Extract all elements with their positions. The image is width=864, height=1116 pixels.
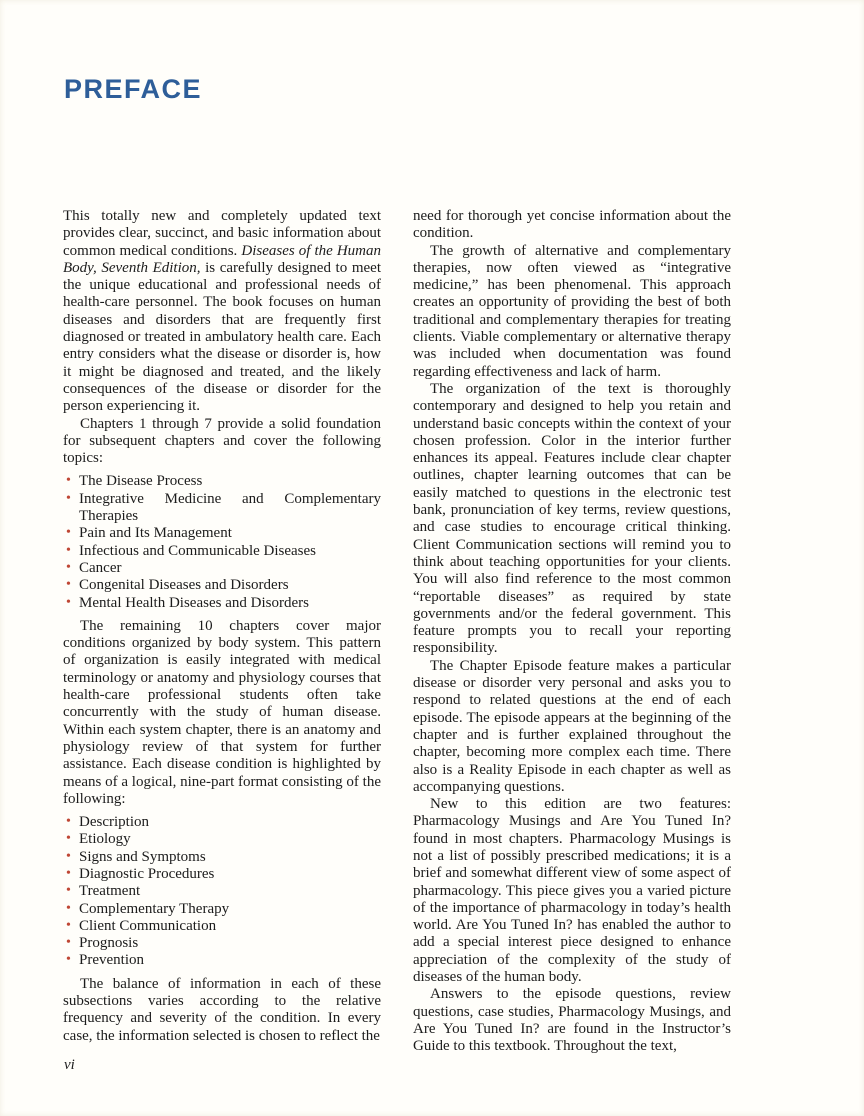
paragraph-text: is carefully designed to meet the unique educational and professional needs of health-care personnel. The book focuses on human diseases and disorders that are frequently first diagnosed or treated in ambulatory health care. Each entry considers what the disease or disorder is, how it might be diagnosed and treated, and the likely consequences of the disease or disorder for the person experiencing it. — [63, 259, 381, 415]
list-item: • Prognosis — [79, 935, 381, 952]
list-item: • Client Communication — [79, 918, 381, 935]
column-right — [413, 208, 731, 1056]
paragraph-continuation: need for thorough yet concise information about the condition. — [413, 208, 731, 242]
paragraph-text: This totally new and completely updated text provides clear, succinct, and basic information about common medical conditions. — [63, 208, 381, 259]
book-title-italic: Diseases of the Human Body, Seventh Edition, — [63, 242, 381, 276]
list-item: • Congenital Diseases and Disorders — [79, 577, 381, 594]
paragraph-remaining-chapters: The remaining 10 chapters cover major conditions organized by body system. This pattern of organization is easily integrated with medical terminology or anatomy and physiology courses that health-care professional students often take concurrently with the study of human disease. Within each system chapter, there is an anatomy and physiology review of that system for further assistance. Each disease condition is highlighted by means of a logical, nine-part format consisting of the following: — [63, 617, 381, 807]
list-item: • Signs and Symptoms — [79, 849, 381, 866]
list-item: • The Disease Process — [79, 473, 381, 490]
list-item: • Complementary Therapy — [79, 901, 381, 918]
list-item: • Cancer — [79, 560, 381, 577]
paragraph-chapter-episode: The Chapter Episode feature makes a particular disease or disorder very personal and asks you to respond to related questions at the end of each episode. The episode appears at the beginning of the chapter and is further explained throughout the chapter, becoming more complex each time. There also is a Reality Episode in each chapter as well as accompanying questions. — [413, 657, 731, 795]
list-item: • Etiology — [79, 831, 381, 848]
list-item: • Description — [79, 814, 381, 831]
column-left — [63, 208, 381, 1056]
list-item: • Prevention — [79, 952, 381, 969]
paragraph-alternative-therapies: The growth of alternative and complementary therapies, now often viewed as “integrative medicine,” has been phenomenal. This approach creates an opportunity of providing the best of both traditional and complementary therapies for treating clients. Viable complementary or alternative therapy was included when documentation was found regarding effectiveness and lack of harm. — [413, 242, 731, 380]
list-item: • Treatment — [79, 883, 381, 900]
paragraph-new-features: New to this edition are two features: Pharmacology Musings and Are You Tuned In? found in most chapters. Pharmacology Musings is not a list of possibly prescribed medications; it is a brief and somewhat different view of some aspect of pharmacology. This piece gives you a varied picture of the importance of pharmacology in today’s health world. Are You Tuned In? has enabled the author to add a special interest piece designed to enhance appreciation of the complexity of the study of diseases of the human body. — [413, 796, 731, 986]
paragraph-answers: Answers to the episode questions, review questions, case studies, Pharmacology Musings, and Are You Tuned In? are found in the Instructor’s Guide to this textbook. Throughout the text, — [413, 986, 731, 1055]
list-item: • Infectious and Communicable Diseases — [79, 543, 381, 560]
paragraph-chapters-1-7: Chapters 1 through 7 provide a solid foundation for subsequent chapters and cover the following topics: — [63, 415, 381, 467]
list-item: • Mental Health Diseases and Disorders — [79, 595, 381, 612]
nine-part-format-list — [63, 814, 381, 970]
page-number: vi — [64, 1057, 75, 1073]
paragraph-organization: The organization of the text is thoroughly contemporary and designed to help you retain and understand basic concepts within the context of your chosen profession. Color in the interior further enhances its appeal. Features include clear chapter outlines, chapter learning outcomes that can be easily matched to questions in the electronic test bank, pronunciation of key terms, review questions, and case studies to encourage critical thinking. Client Communication sections will remind you to think about teaching opportunities for your clients. You will also find reference to the most common “reportable diseases” as required by state governments and/or the federal government. This feature prompts you to recall your reporting responsibility. — [413, 380, 731, 657]
paragraph-intro — [63, 208, 381, 416]
list-item: • Diagnostic Procedures — [79, 866, 381, 883]
list-item: • Integrative Medicine and Complementary Therapies — [79, 491, 381, 526]
foundation-topics-list — [63, 473, 381, 611]
text-columns — [63, 208, 731, 1056]
paragraph-balance: The balance of information in each of these subsections varies according to the relative frequency and severity of the condition. In every case, the information selected is chosen to reflect the — [63, 975, 381, 1044]
list-item: • Pain and Its Management — [79, 525, 381, 542]
page-title: PREFACE — [64, 74, 203, 104]
